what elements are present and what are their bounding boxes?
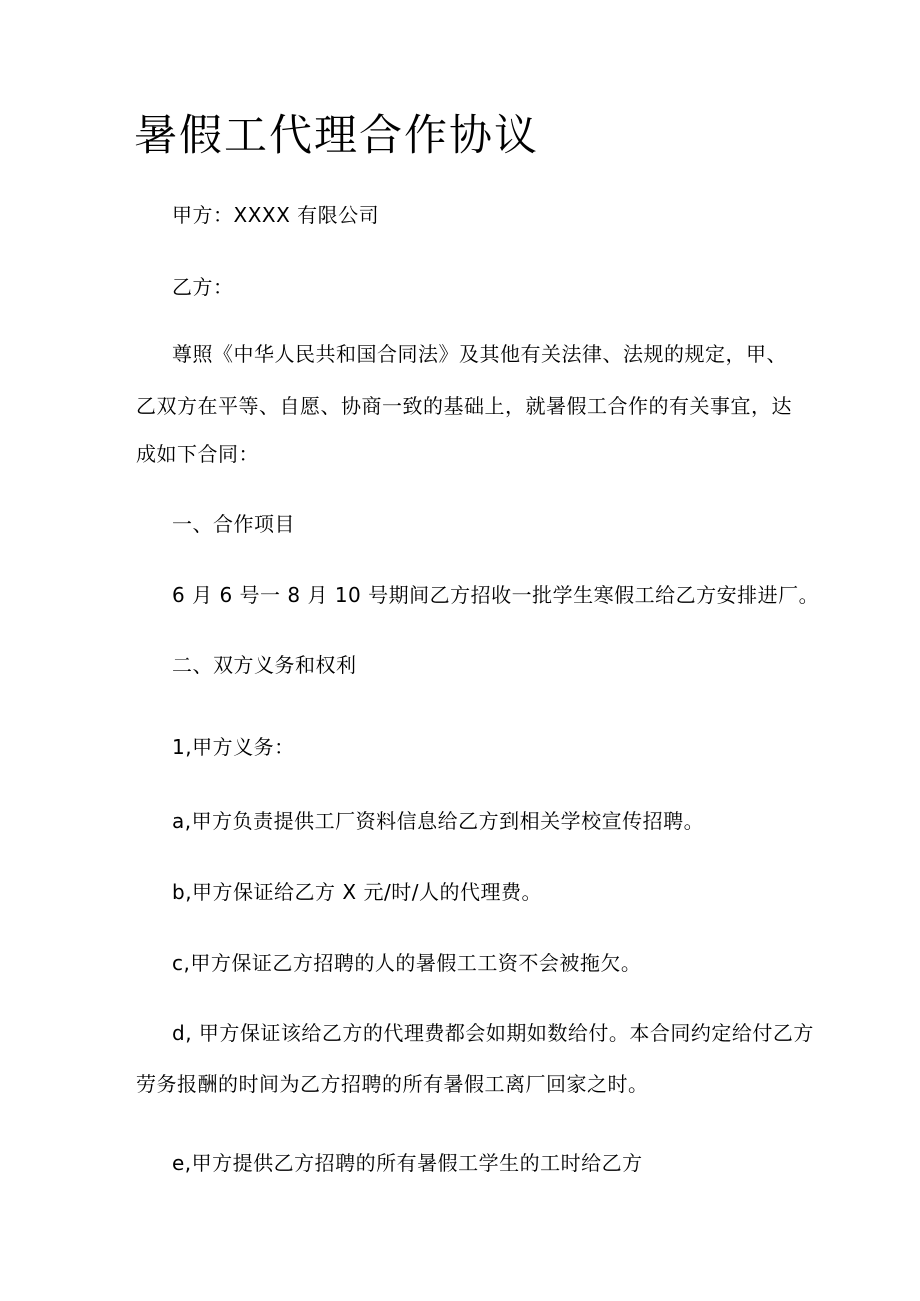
preamble-line-3: 成如下合同：	[136, 442, 259, 466]
party-b: 乙方：	[172, 275, 234, 299]
document-title: 暑假工代理合作协议	[134, 111, 539, 161]
section-2-heading: 二、双方义务和权利	[172, 653, 357, 677]
obligation-item-a: a,甲方负责提供工厂资料信息给乙方到相关学校宣传招聘。	[172, 809, 705, 833]
section-1-heading: 一、合作项目	[172, 512, 295, 536]
obligation-item-b: b,甲方保证给乙方 X 元/时/人的代理费。	[172, 880, 542, 904]
preamble-line-1: 尊照《中华人民共和国合同法》及其他有关法律、法规的规定，甲、	[172, 342, 787, 366]
obligation-item-d-line-1: d, 甲方保证该给乙方的代理费都会如期如数给付。本合同约定给付乙方	[172, 1021, 814, 1045]
preamble-line-2: 乙双方在平等、自愿、协商一致的基础上，就暑假工合作的有关事宜，达	[136, 394, 792, 418]
party-a: 甲方：XXXX 有限公司	[172, 203, 380, 227]
section-1-body: 6 月 6 号一 8 月 10 号期间乙方招收一批学生寒假工给乙方安排进厂。	[172, 583, 820, 607]
obligation-item-d-line-2: 劳务报酬的时间为乙方招聘的所有暑假工离厂回家之时。	[136, 1072, 649, 1096]
obligation-item-e: e,甲方提供乙方招聘的所有暑假工学生的工时给乙方	[172, 1151, 643, 1175]
obligation-item-c: c,甲方保证乙方招聘的人的暑假工工资不会被拖欠。	[172, 951, 642, 975]
subsection-1-heading: 1,甲方义务：	[172, 735, 295, 759]
